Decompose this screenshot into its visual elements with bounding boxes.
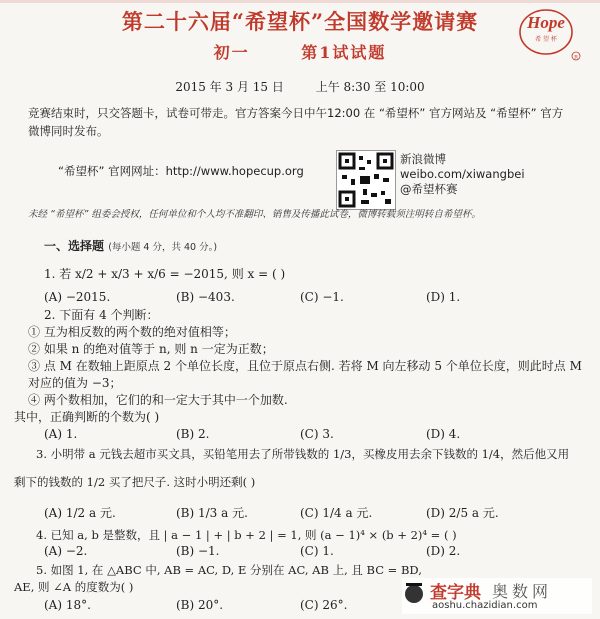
- notice-line-2: 微博同时发布。: [28, 124, 109, 138]
- q5-option-b: (B) 20°.: [176, 598, 224, 612]
- q2-item-4: ④ 两个数相加，它们的和一定大于其中一个加数.: [28, 393, 288, 407]
- svg-text:Hope: Hope: [527, 13, 565, 32]
- q4-option-a: (A) −2.: [44, 544, 88, 558]
- page-subtitle: [0, 40, 600, 63]
- q1-option-b: (B) −403.: [176, 290, 235, 304]
- qr-code-icon: [336, 150, 396, 210]
- watermark-brand: 查字典: [430, 583, 481, 603]
- exam-time: 上午 8:30 至 10:00: [315, 80, 425, 94]
- header-tint: [0, 0, 600, 3]
- notice-text: [28, 104, 588, 140]
- question-3-line-2: 剩下的钱数的 1/2 买了把尺子. 这时小明还剩( ): [14, 475, 256, 489]
- q4-option-d: (D) 2.: [426, 544, 461, 558]
- q2-item-3-cont: 对应的值为 −3；: [28, 376, 122, 390]
- q2-option-d: (D) 4.: [426, 427, 461, 441]
- q2-option-c: (C) 3.: [300, 427, 334, 441]
- weibo-url: weibo.com/xiwangbei: [400, 167, 525, 181]
- svg-text:R: R: [574, 54, 578, 61]
- weibo-label: 新浪微博: [400, 152, 446, 166]
- question-1: 1. 若 x/2 + x/3 + x/6 = −2015, 则 x = ( ): [44, 267, 286, 281]
- copyright-notice: 未经 “希望杯” 组委会授权，任何单位和个人均不准翻印、销售及传播此试卷，微博转载须注明转自希望杯。: [28, 209, 481, 220]
- q2-option-a: (A) 1.: [44, 427, 78, 441]
- question-4: 4. 已知 a, b 是整数，且 | a − 1 | + | b + 2 | = 1, 则 (a − 1)⁴ × (b + 2)⁴ = ( ): [36, 528, 457, 542]
- q2-item-1: ① 互为相反数的两个数的绝对值相等；: [28, 325, 236, 339]
- section-heading: [44, 238, 217, 256]
- q2-item-3: ③ 点 M 在数轴上距原点 2 个单位长度，且位于原点右侧. 若将 M 向左移动 5 个单位长度，则此时点 M: [28, 359, 582, 373]
- question-5-line-2: AE, 则 ∠A 的度数为( ): [14, 580, 134, 594]
- q2-item-2: ② 如果 n 的绝对值等于 n, 则 n 一定为正数；: [28, 342, 274, 356]
- watermark-url: aoshu.chazidian.com: [432, 600, 538, 611]
- weibo-handle: @希望杯赛: [400, 182, 458, 196]
- chazidian-watermark: [402, 578, 592, 614]
- q3-option-d: (D) 2/5 a 元.: [426, 506, 499, 520]
- q3-option-b: (B) 1/3 a 元.: [176, 506, 248, 520]
- section-hint: (每小题 4 分，共 40 分。): [108, 242, 218, 253]
- grade-label: 初一: [213, 43, 250, 62]
- q4-option-c: (C) 1.: [300, 544, 334, 558]
- q1-option-c: (C) −1.: [300, 290, 344, 304]
- test-label: 第1试试题: [301, 43, 387, 62]
- q2-tail: 其中，正确判断的个数为( ): [14, 410, 160, 424]
- hope-logo: [512, 4, 582, 62]
- exam-date: 2015 年 3 月 15 日: [175, 80, 284, 94]
- q1-option-a: (A) −2015.: [44, 290, 111, 304]
- q5-option-c: (C) 26°.: [300, 598, 348, 612]
- question-3-line-1: 3. 小明带 a 元钱去超市买文具，买铅笔用去了所带钱数的 1/3，买橡皮用去余下钱数的 1/4，然后他又用: [36, 447, 570, 461]
- q5-option-a: (A) 18°.: [44, 598, 91, 612]
- q2-statements: [28, 324, 588, 409]
- q2-option-b: (B) 2.: [176, 427, 210, 441]
- watermark-brand-2: 奥数网: [492, 582, 553, 601]
- page-title: 第二十六届“希望杯”全国数学邀请赛: [121, 9, 479, 34]
- question-2: 2. 下面有 4 个判断：: [44, 308, 159, 322]
- weibo-info: [400, 152, 525, 197]
- question-5-line-1: 5. 如图 1, 在 △ABC 中, AB = AC, D, E 分别在 AC, AB 上, 且 BC = BD,: [36, 563, 422, 577]
- exam-date-time: [0, 78, 600, 95]
- section-title: 一、选择题: [44, 239, 105, 253]
- q4-option-b: (B) −1.: [176, 544, 220, 558]
- q1-option-d: (D) 1.: [426, 290, 461, 304]
- q3-option-c: (C) 1/4 a 元.: [300, 506, 373, 520]
- svg-text:希 望 杯: 希 望 杯: [535, 36, 557, 43]
- website-line: “希望杯” 官网网址：http://www.hopecup.org: [58, 164, 304, 178]
- q3-option-a: (A) 1/2 a 元.: [44, 506, 116, 520]
- notice-line-1: 竞赛结束时，只交答题卡，试卷可带走。官方答案今日中午12:00 在 “希望杯” 官方网站及 “希望杯” 官方: [28, 106, 564, 120]
